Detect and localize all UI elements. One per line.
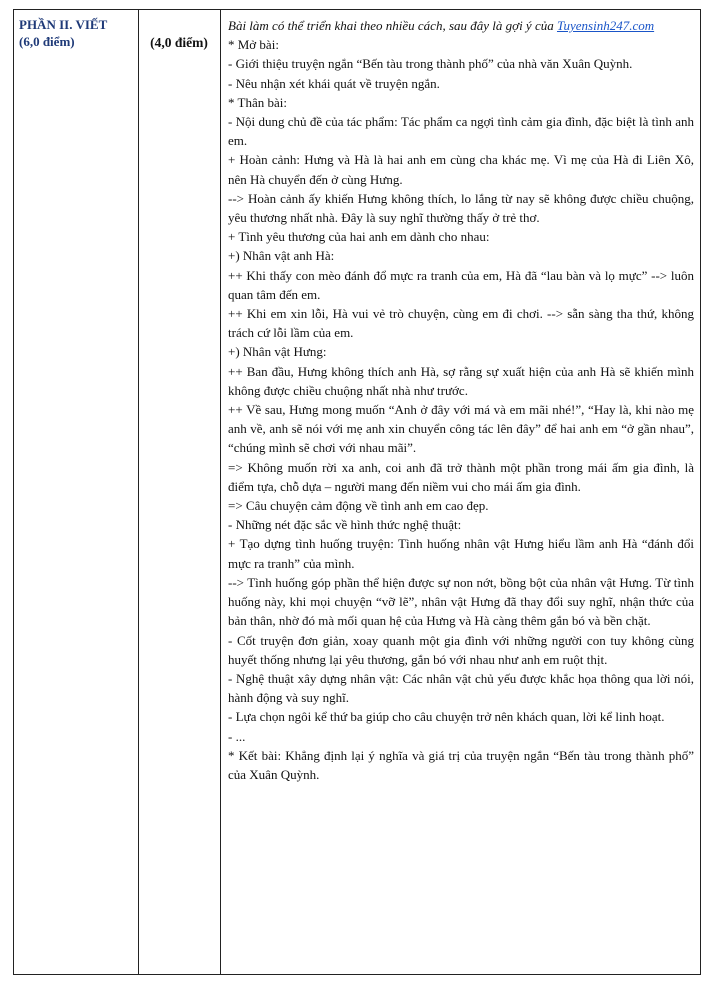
answer-line: + Tình yêu thương của hai anh em dành cho nhau: xyxy=(228,229,490,245)
section-title: PHẦN II. VIẾT xyxy=(19,17,108,32)
column-divider-1 xyxy=(138,9,139,975)
answer-line: - Giới thiệu truyện ngắn “Bến tàu trong thành phố” của nhà văn Xuân Quỳnh. xyxy=(228,56,633,72)
intro-text: Bài làm có thể triển khai theo nhiều cách, sau đây là gợi ý của xyxy=(228,18,554,33)
answer-line: + Hoàn cảnh: Hưng và Hà là hai anh em cùng cha khác mẹ. Vì mẹ của Hà đi Liên Xô, nên Hà chuyển đến ở cùng Hưng. xyxy=(228,152,694,187)
answer-line: => Không muốn rời xa anh, coi anh đã trở thành một phần trong mái ấm gia đình, là điểm tựa, chỗ dựa – người mang đến niềm vui cho mái ấm gia đình. xyxy=(228,459,694,494)
answer-line: - ... xyxy=(228,728,246,744)
subpoints-label: (4,0 điểm) xyxy=(150,35,208,50)
answer-content xyxy=(228,16,694,784)
answer-line: => Câu chuyện cảm động về tình anh em cao đẹp. xyxy=(228,498,489,514)
source-link[interactable]: Tuyensinh247.com xyxy=(556,18,655,33)
answer-line: ++ Ban đầu, Hưng không thích anh Hà, sợ rằng sự xuất hiện của anh Hà sẽ khiến mình không được chiều chuộng nhất nhà như trước. xyxy=(228,363,694,398)
answer-line: + Tạo dựng tình huống truyện: Tình huống nhân vật Hưng hiểu lầm anh Hà “đánh đổi mực ra tranh” của mình. xyxy=(228,536,694,571)
answer-line: - Lựa chọn ngôi kể thứ ba giúp cho câu chuyện trở nên khách quan, lời kể linh hoạt. xyxy=(228,709,665,725)
answer-line: - Cốt truyện đơn giản, xoay quanh một gia đình với những người con tuy không cùng huyết thống nhưng lại yêu thương, gắn bó với nhau như anh em ruột thịt. xyxy=(228,632,694,667)
answer-line: --> Hoàn cảnh ấy khiến Hưng không thích, lo lắng từ nay sẽ không được chiều chuộng, yêu thương nhất nhà. Đây là suy nghĩ thường thấy ở trẻ thơ. xyxy=(228,190,694,226)
answer-line: --> Tình huống góp phần thể hiện được sự non nớt, bồng bột của nhân vật Hưng. Từ tình huống này, khi mọi chuyện “vỡ lẽ”, nhân vật Hưng đã thay đổi suy nghĩ, nhận thức của bản thân, nhờ đó mà mối quan hệ của Hưng và Hà càng thêm gắn bó và bền chặt. xyxy=(228,574,694,629)
answer-line: - Nội dung chủ đề của tác phẩm: Tác phẩm ca ngợi tình cảm gia đình, đặc biệt là tình anh em. xyxy=(228,114,694,149)
answer-line: ++ Khi thấy con mèo đánh đổ mực ra tranh của em, Hà đã “lau bàn và lọ mực” --> luôn quan tâm đến em. xyxy=(228,267,694,302)
section-points: (6,0 điểm) xyxy=(19,34,75,49)
intro-paragraph xyxy=(228,16,694,35)
column-divider-2 xyxy=(220,9,221,975)
answer-line: * Thân bài: xyxy=(228,94,287,110)
answer-line: - Những nét đặc sắc về hình thức nghệ thuật: xyxy=(228,517,462,533)
answer-line: * Mở bài: xyxy=(228,37,279,53)
answer-line: * Kết bài: Khẳng định lại ý nghĩa và giá trị của truyện ngắn “Bến tàu trong thành phố” của Xuân Quỳnh. xyxy=(228,747,694,782)
answer-line: - Nêu nhận xét khái quát về truyện ngắn. xyxy=(228,75,440,91)
answer-line: +) Nhân vật anh Hà: xyxy=(228,248,335,264)
answer-line: +) Nhân vật Hưng: xyxy=(228,344,327,360)
answer-line: - Nghệ thuật xây dựng nhân vật: Các nhân vật chủ yếu được khắc họa thông qua lời nói, hành động và suy nghĩ. xyxy=(228,670,694,706)
subpoints-cell xyxy=(140,35,218,51)
section-cell xyxy=(19,16,135,50)
answer-line: ++ Về sau, Hưng mong muốn “Anh ở đây với má và em mãi nhé!”, “Hay là, khi nào mẹ anh về, anh sẽ nói với mẹ anh xin chuyển công tác lên đây” để hai anh em “ở gần nhau”, “chúng mình sẽ chơi với nhau mãi”. xyxy=(228,402,694,456)
answer-line: ++ Khi em xin lỗi, Hà vui vẻ trò chuyện, cùng em đi chơi. --> sẵn sàng tha thứ, không trách cứ lỗi lầm của em. xyxy=(228,306,694,341)
